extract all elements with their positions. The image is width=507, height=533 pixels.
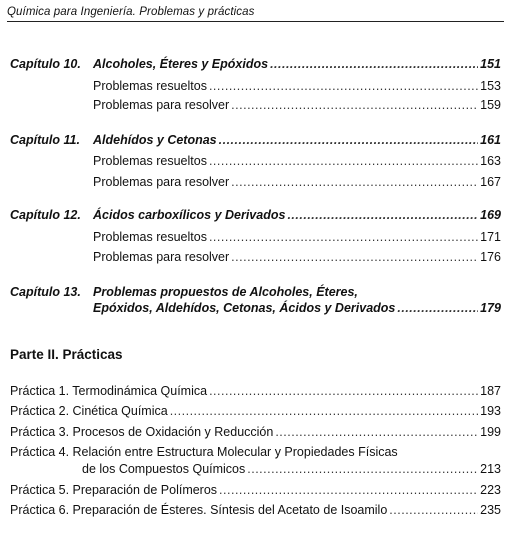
leader-dots bbox=[209, 78, 478, 94]
page-number: 213 bbox=[480, 462, 501, 476]
chapter-title: Aldehídos y Cetonas bbox=[93, 133, 217, 147]
chapter-number: Capítulo 11. bbox=[10, 133, 80, 147]
toc-entry-sub bbox=[93, 153, 501, 169]
page-number: 193 bbox=[480, 404, 501, 418]
toc-entry-practice bbox=[10, 482, 501, 498]
toc-entry-chapter-13-line1 bbox=[10, 284, 358, 300]
toc-entry-sub bbox=[93, 174, 501, 190]
leader-dots bbox=[231, 249, 478, 265]
toc-entry-sub bbox=[93, 97, 501, 113]
chapter-title-line2: Epóxidos, Aldehídos, Cetonas, Ácidos y Derivados bbox=[93, 301, 396, 315]
chapter-number: Capítulo 13. bbox=[10, 285, 81, 299]
toc-entry-practice bbox=[10, 502, 501, 518]
practice-label: Práctica 2. Cinética Química bbox=[10, 404, 168, 418]
page-number: 235 bbox=[480, 503, 501, 517]
page-number: 223 bbox=[480, 483, 501, 497]
sub-label: Problemas para resolver bbox=[93, 175, 230, 189]
leader-dots bbox=[287, 207, 478, 223]
toc-entry-chapter-10 bbox=[10, 56, 501, 72]
leader-dots bbox=[209, 153, 478, 169]
page-number: 187 bbox=[480, 384, 501, 398]
toc-entry-chapter-11 bbox=[10, 132, 501, 148]
toc-entry-chapter-12 bbox=[10, 207, 501, 223]
toc-entry-practice bbox=[10, 403, 501, 419]
practice-label-line2: de los Compuestos Químicos bbox=[82, 462, 246, 476]
page-number: 159 bbox=[480, 98, 501, 112]
leader-dots bbox=[247, 461, 478, 477]
toc-entry-practice-4-line2 bbox=[82, 461, 501, 477]
toc-entry-practice bbox=[10, 383, 501, 399]
page-number: 161 bbox=[480, 133, 501, 147]
practice-label: Práctica 6. Preparación de Ésteres. Síntesis del Acetato de Isoamilo bbox=[10, 503, 388, 517]
sub-label: Problemas resueltos bbox=[93, 79, 207, 93]
page-number: 171 bbox=[480, 230, 501, 244]
page-number: 167 bbox=[480, 175, 501, 189]
chapter-title: Alcoholes, Éteres y Epóxidos bbox=[93, 57, 269, 71]
page-number: 153 bbox=[480, 79, 501, 93]
leader-dots bbox=[389, 502, 478, 518]
leader-dots bbox=[231, 174, 478, 190]
leader-dots bbox=[231, 97, 478, 113]
leader-dots bbox=[219, 482, 478, 498]
page-number: 176 bbox=[480, 250, 501, 264]
leader-dots bbox=[209, 383, 478, 399]
practice-label: Práctica 5. Preparación de Polímeros bbox=[10, 483, 218, 497]
toc-entry-sub bbox=[93, 229, 501, 245]
toc-entry-practice bbox=[10, 424, 501, 440]
page-number: 151 bbox=[480, 57, 501, 71]
sub-label: Problemas para resolver bbox=[93, 98, 230, 112]
sub-label: Problemas resueltos bbox=[93, 230, 207, 244]
chapter-number: Capítulo 10. bbox=[10, 57, 81, 71]
sub-label: Problemas resueltos bbox=[93, 154, 207, 168]
page-number: 163 bbox=[480, 154, 501, 168]
running-head: Química para Ingeniería. Problemas y prácticas bbox=[7, 6, 504, 22]
part-title: Parte II. Prácticas bbox=[10, 347, 123, 362]
leader-dots bbox=[170, 403, 478, 419]
leader-dots bbox=[270, 56, 478, 72]
chapter-title-line1: Problemas propuestos de Alcoholes, Éteres, bbox=[93, 285, 358, 299]
leader-dots bbox=[219, 132, 479, 148]
sub-label: Problemas para resolver bbox=[93, 250, 230, 264]
toc-entry-sub bbox=[93, 249, 501, 265]
page-number: 199 bbox=[480, 425, 501, 439]
practice-label: Práctica 1. Termodinámica Química bbox=[10, 384, 208, 398]
toc-entry-practice-4-line1: Práctica 4. Relación entre Estructura Molecular y Propiedades Físicas bbox=[10, 445, 398, 459]
practice-label: Práctica 3. Procesos de Oxidación y Reducción bbox=[10, 425, 274, 439]
chapter-number: Capítulo 12. bbox=[10, 208, 81, 222]
leader-dots bbox=[209, 229, 478, 245]
toc-entry-chapter-13-line2 bbox=[93, 300, 501, 316]
page-number: 179 bbox=[480, 301, 501, 315]
chapter-title: Ácidos carboxílicos y Derivados bbox=[93, 208, 286, 222]
toc-entry-sub bbox=[93, 78, 501, 94]
page-number: 169 bbox=[480, 208, 501, 222]
leader-dots bbox=[275, 424, 478, 440]
leader-dots bbox=[397, 300, 478, 316]
